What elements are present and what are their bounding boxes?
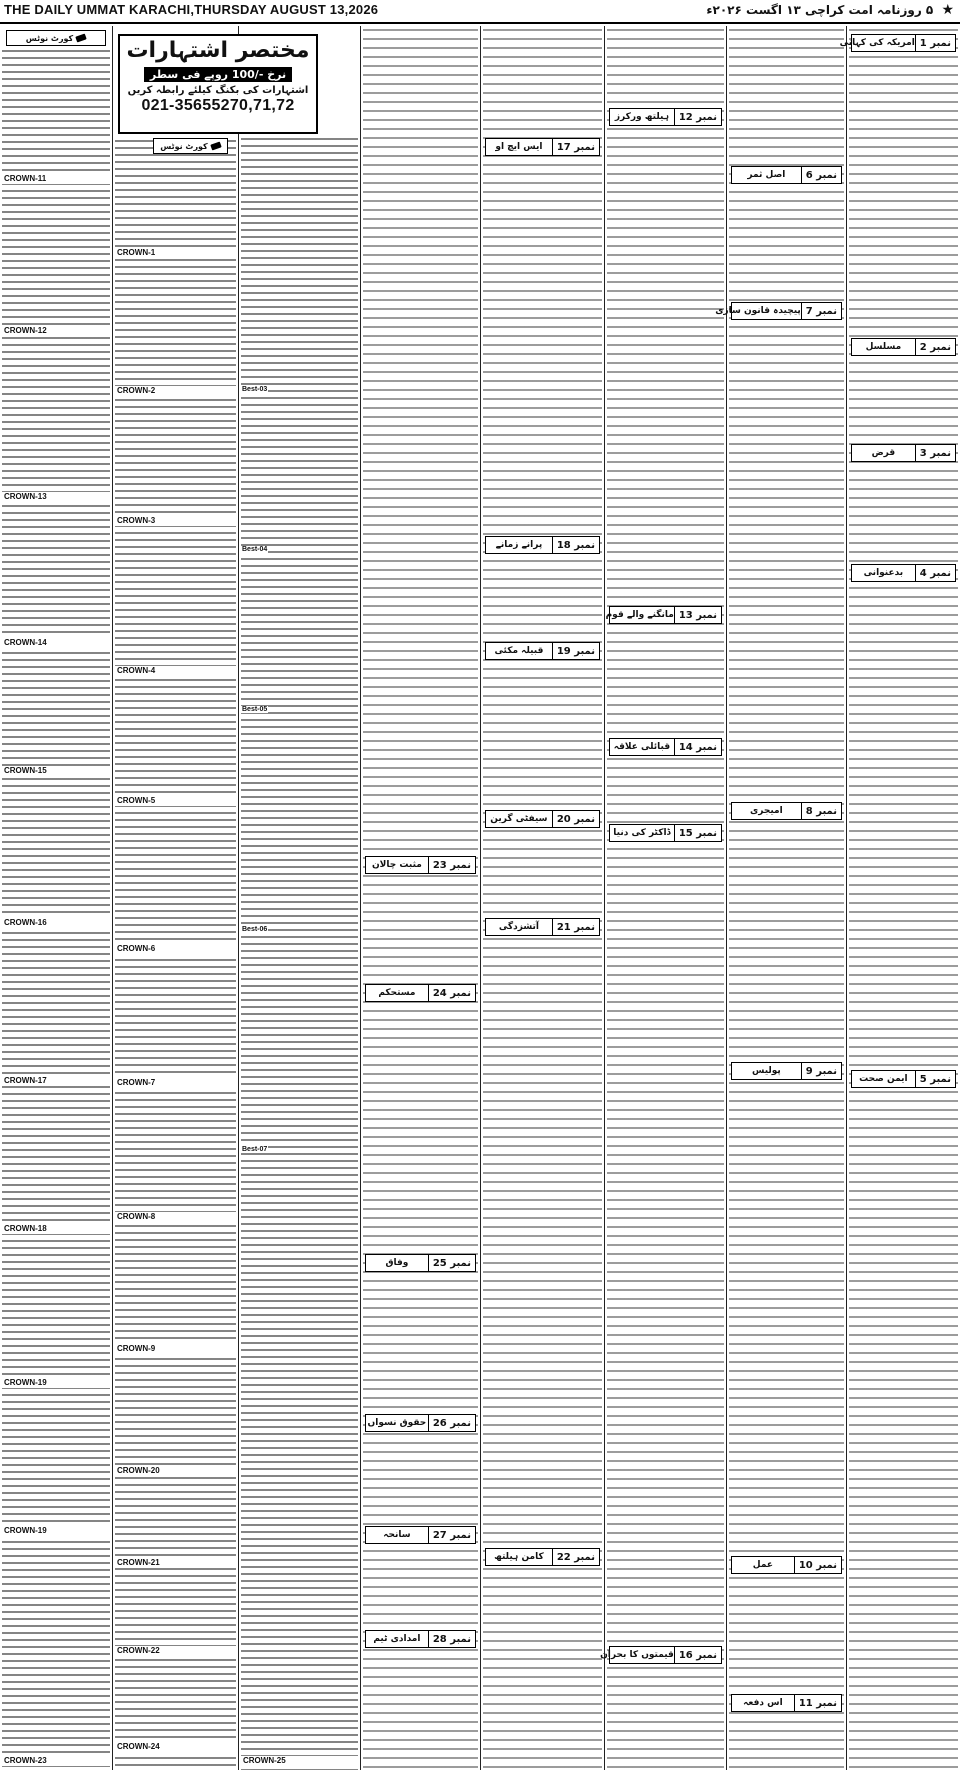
crown-label: CROWN-9 — [115, 1344, 236, 1354]
category-box — [731, 1694, 842, 1712]
category-text: کامن ہیلتھ — [494, 1552, 544, 1562]
category-text: ایمن صحت — [859, 1074, 908, 1084]
english-dateline: THE DAILY UMMAT KARACHI,THURSDAY AUGUST 13,2026 — [4, 2, 379, 17]
crown-label: CROWN-12 — [2, 326, 110, 336]
category-text: امدادی ٹیم — [373, 1634, 421, 1644]
category-text: نمبر 21 — [552, 919, 599, 935]
category-text: مسلسل — [865, 342, 902, 352]
article-text-block — [363, 26, 478, 1770]
category-box — [609, 738, 722, 756]
article-text-block — [607, 26, 724, 1770]
best-label: Best-05 — [242, 706, 268, 713]
category-text: نمبر 23 — [428, 857, 475, 873]
category-text: نمبر 3 — [915, 445, 955, 461]
category-text: نمبر 24 — [428, 985, 475, 1001]
category-text: نمبر 4 — [915, 565, 955, 581]
category-text: نمبر 2 — [915, 339, 955, 355]
court-notice-column-left — [0, 26, 112, 1770]
crown-label: CROWN-1 — [115, 248, 236, 258]
category-text: نمبر 18 — [552, 537, 599, 553]
notice-text-block — [241, 136, 358, 1770]
category-text: وفاق — [385, 1258, 409, 1268]
crown-label: CROWN-8 — [115, 1212, 236, 1222]
category-text: نمبر 14 — [674, 739, 721, 755]
category-text: حقوق نسواں — [367, 1418, 427, 1428]
category-text: نمبر 11 — [794, 1695, 841, 1711]
category-box — [731, 1062, 842, 1080]
banner-rate: نرخ -/100 روپے فی سطر — [144, 67, 292, 82]
category-box — [485, 918, 600, 936]
column-4 — [361, 26, 480, 1770]
category-text: نمبر 15 — [674, 825, 721, 841]
crown-label: CROWN-15 — [2, 766, 110, 776]
notice-text-block — [115, 138, 236, 1770]
category-box — [365, 1254, 476, 1272]
category-text: ہیلتھ ورکرز — [614, 112, 669, 122]
court-notice-column — [113, 26, 238, 1770]
category-text: نمبر 13 — [674, 607, 721, 623]
category-box — [839, 34, 956, 52]
category-box — [365, 984, 476, 1002]
category-text: کورٹ نوٹس — [25, 33, 74, 43]
category-text: سیفٹی گرین — [490, 814, 548, 824]
crown-label: CROWN-11 — [2, 174, 110, 184]
gavel-icon — [75, 33, 86, 42]
category-text: نمبر 26 — [428, 1415, 475, 1431]
crown-label: CROWN-4 — [115, 666, 236, 676]
category-text: پولیس — [751, 1066, 781, 1076]
category-box — [731, 1556, 842, 1574]
category-text: نمبر 27 — [428, 1527, 475, 1543]
category-box — [851, 444, 956, 462]
category-text: نمبر 28 — [428, 1631, 475, 1647]
category-text: نمبر 17 — [552, 139, 599, 155]
category-box — [485, 642, 600, 660]
article-text-block — [849, 26, 958, 1770]
article-text-block — [729, 26, 844, 1770]
category-box — [731, 166, 842, 184]
category-text: نمبر 6 — [801, 167, 841, 183]
column-3 — [481, 26, 604, 1770]
category-text: نمبر 12 — [674, 109, 721, 125]
category-box — [851, 1070, 956, 1088]
category-box — [365, 856, 476, 874]
crown-label: CROWN-21 — [115, 1558, 236, 1568]
crown-label: CROWN-5 — [115, 796, 236, 806]
star-icon: ★ — [941, 2, 954, 18]
category-box — [715, 302, 842, 320]
column-1b — [715, 26, 846, 1770]
notice-text-block — [2, 48, 110, 1770]
banner-contact-label: اشتہارات کی بکنگ کیلئے رابطہ کریں — [127, 85, 309, 96]
crown-label: CROWN-18 — [2, 1224, 110, 1234]
category-box — [731, 802, 842, 820]
category-box — [365, 1630, 476, 1648]
crown-label: CROWN-16 — [2, 918, 110, 928]
column-5 — [239, 26, 360, 1770]
category-text: کورٹ نوٹس — [160, 141, 208, 151]
crown-label: CROWN-2 — [115, 386, 236, 396]
crown-label: CROWN-25 — [241, 1756, 358, 1766]
category-box — [851, 338, 956, 356]
category-box — [600, 1646, 722, 1664]
category-text: نمبر 5 — [915, 1071, 955, 1087]
crown-label: CROWN-19 — [2, 1378, 110, 1388]
category-text: نمبر 8 — [801, 803, 841, 819]
category-text: بدعنوانی — [863, 568, 904, 578]
category-text: سانحہ — [383, 1530, 411, 1540]
crown-label: CROWN-20 — [115, 1466, 236, 1476]
category-box — [851, 564, 956, 582]
crown-label: CROWN-14 — [2, 638, 110, 648]
category-text: نمبر 7 — [801, 303, 841, 319]
gavel-icon — [210, 141, 221, 150]
category-text: ایس ایچ او — [495, 142, 543, 152]
category-text: نمبر 20 — [552, 811, 599, 827]
category-box — [485, 1548, 600, 1566]
category-box — [485, 536, 600, 554]
crown-label: CROWN-24 — [115, 1742, 236, 1752]
crown-label: CROWN-13 — [2, 492, 110, 502]
best-label: Best-07 — [242, 1146, 268, 1153]
category-box — [609, 824, 722, 842]
category-text: اس دفعہ — [743, 1698, 783, 1708]
crown-label: CROWN-7 — [115, 1078, 236, 1088]
category-text: نمبر 10 — [794, 1557, 841, 1573]
urdu-dateline — [706, 2, 954, 18]
court-notice-header — [153, 138, 228, 154]
category-text: قبیلہ مکئی — [494, 646, 544, 656]
category-text: عمل — [752, 1560, 774, 1570]
category-text: پیچیدہ قانون سازی — [715, 306, 801, 316]
crown-label: CROWN-6 — [115, 944, 236, 954]
best-label: Best-04 — [242, 546, 268, 553]
category-text: پرانے زمانے — [495, 540, 543, 550]
category-box — [485, 810, 600, 828]
best-label: Best-06 — [242, 926, 268, 933]
column-1 — [839, 26, 960, 1770]
best-label: Best-03 — [242, 386, 268, 393]
category-text: نمبر 9 — [801, 1063, 841, 1079]
page-number: ۵ — [925, 3, 934, 17]
category-text: نمبر 1 — [915, 35, 955, 51]
banner-phone: 021-35655270,71,72 — [141, 97, 295, 114]
category-text: اصل ثمر — [747, 170, 786, 180]
column-2 — [600, 26, 726, 1770]
category-box — [365, 1526, 476, 1544]
category-text: نمبر 19 — [552, 643, 599, 659]
category-text: نمبر 16 — [674, 1647, 721, 1663]
category-text: نمبر 25 — [428, 1255, 475, 1271]
article-text-block — [483, 26, 602, 1770]
page-body — [0, 26, 960, 1770]
crown-label: CROWN-19 — [2, 1526, 110, 1536]
category-text: ڈاکٹر کی دنیا — [613, 828, 671, 838]
banner-title: مختصر اشتہارات — [126, 38, 310, 63]
urdu-dateline-text: روزنامہ امت کراچی ۱۳ اگست ۲۰۲۶ء — [706, 3, 922, 17]
category-box — [609, 108, 722, 126]
category-text: آتشزدگی — [498, 922, 539, 932]
category-box — [605, 606, 722, 624]
category-text: امیجری — [750, 806, 783, 816]
crown-label: CROWN-23 — [2, 1756, 110, 1766]
category-text: نمبر 22 — [552, 1549, 599, 1565]
masthead-strip — [0, 0, 960, 24]
category-box — [365, 1414, 476, 1432]
court-notice-header — [6, 30, 106, 46]
crown-label: CROWN-17 — [2, 1076, 110, 1086]
category-box — [485, 138, 600, 156]
crown-label: CROWN-22 — [115, 1646, 236, 1656]
category-text: قیمتوں کا بحران — [600, 1650, 674, 1660]
category-text: مستحکم — [378, 988, 416, 998]
category-text: قبائلی علاقہ — [613, 742, 671, 752]
category-text: مانگنے والے قوم — [605, 610, 674, 620]
crown-label: CROWN-3 — [115, 516, 236, 526]
category-text: مثبت چالان — [371, 860, 422, 870]
category-text: قرض — [871, 448, 896, 458]
category-text: امریکہ کی کہانی — [839, 38, 915, 48]
